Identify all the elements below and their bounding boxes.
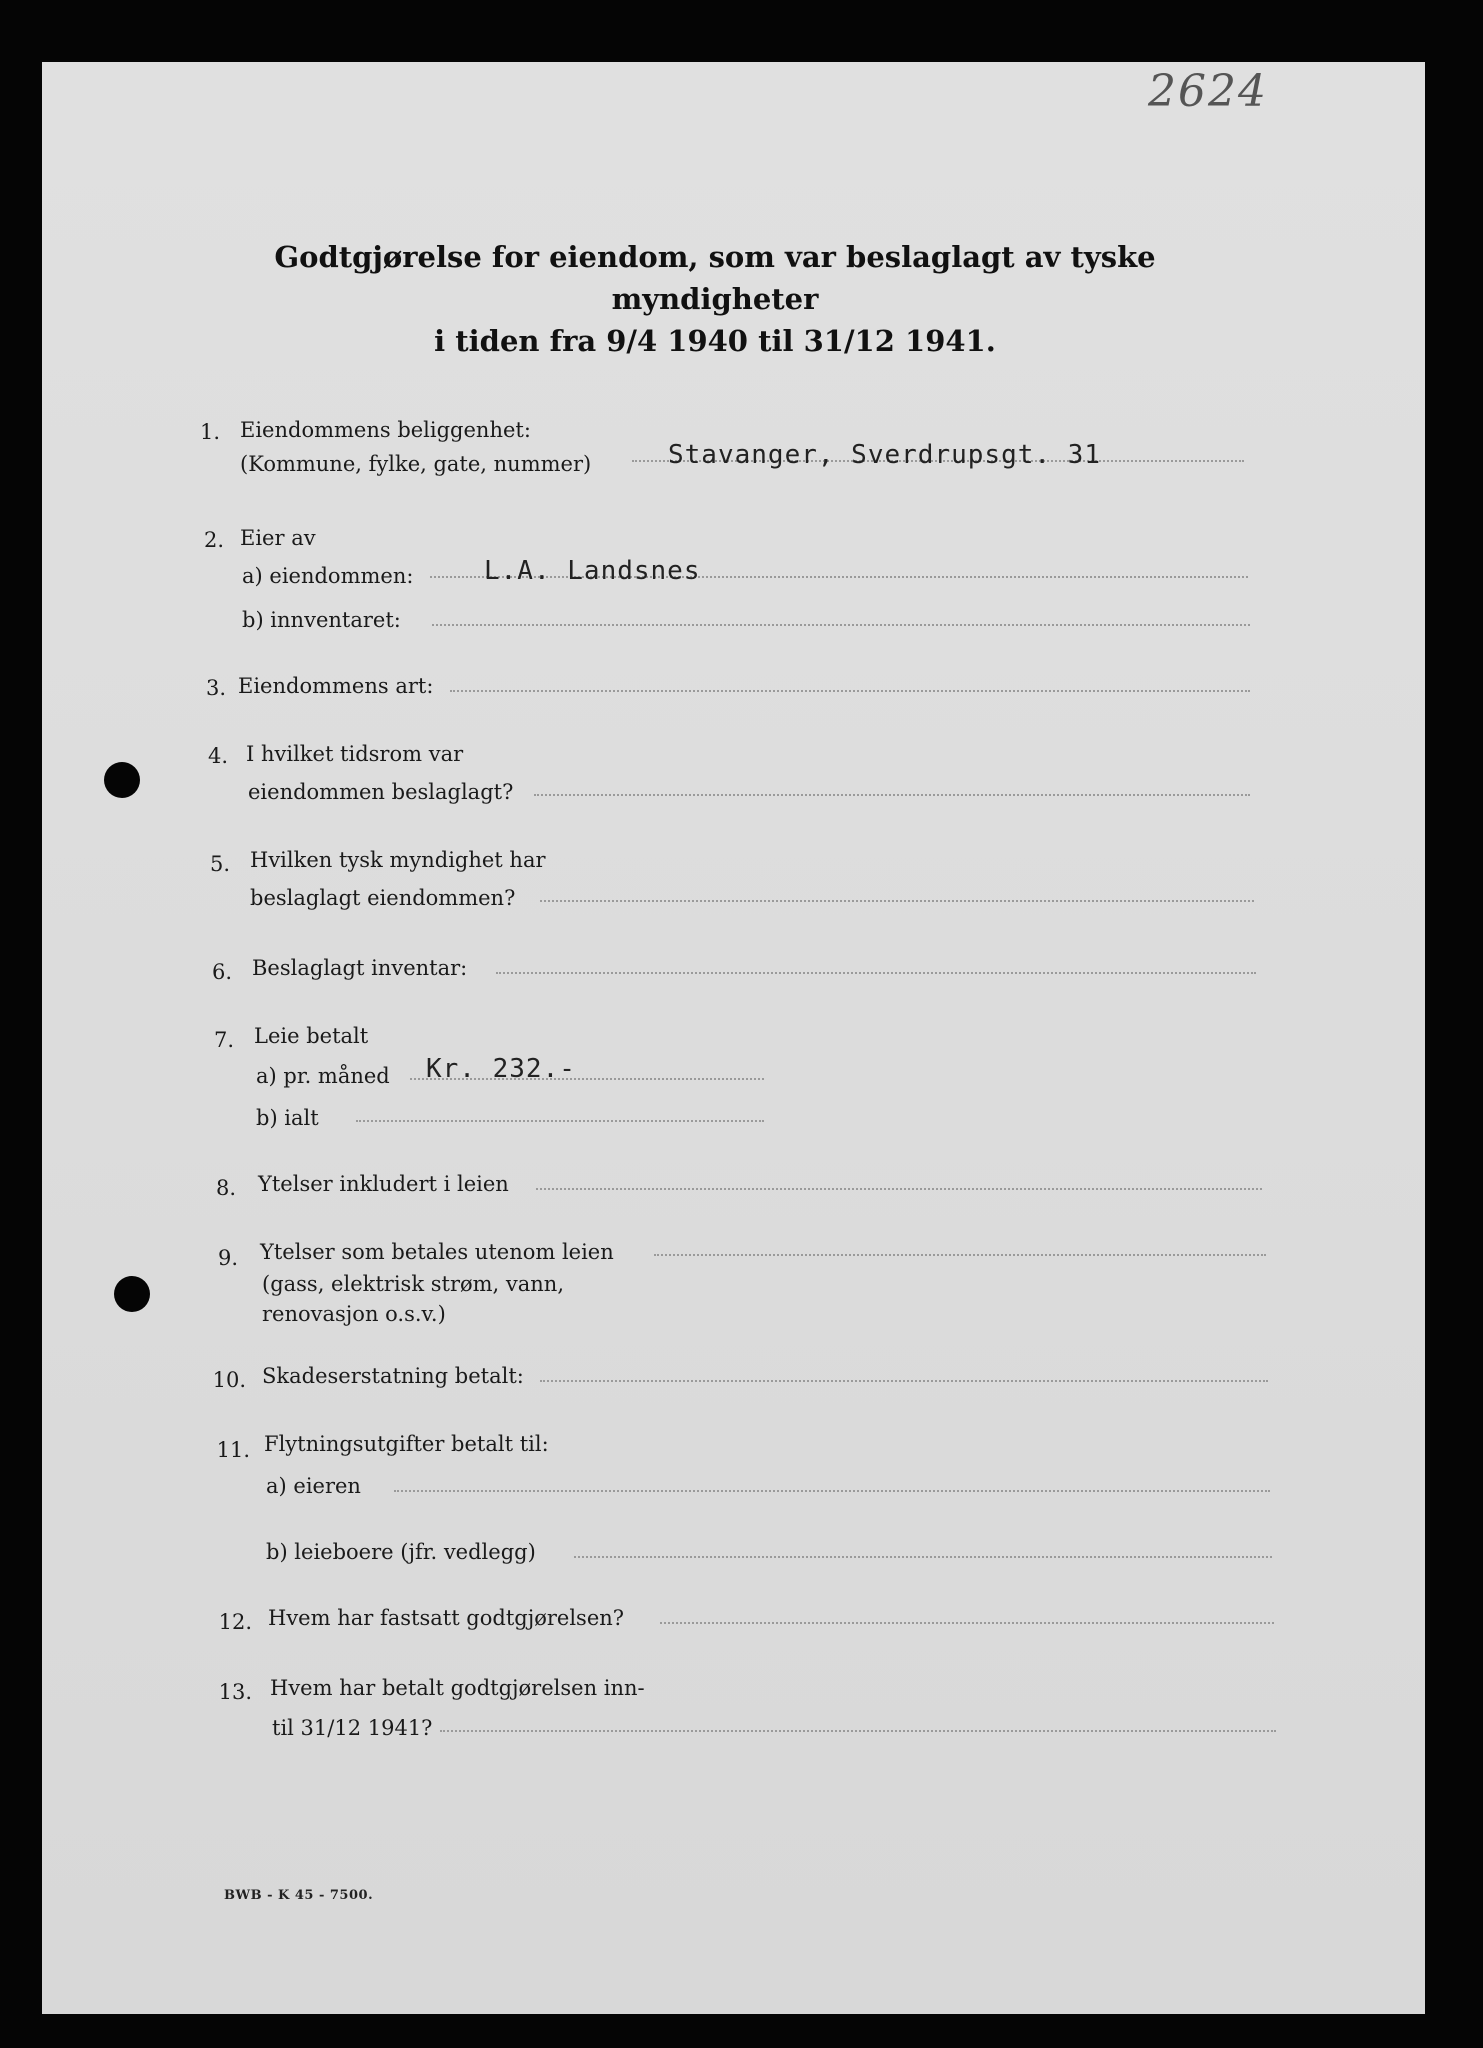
q10-answer-line [540,1380,1268,1382]
q7a-answer: Kr. 232.- [426,1054,576,1084]
title-line-1: Godtgjørelse for eiendom, som var beslaglagt av tyske myndigheter [274,240,1156,317]
item-number: 10. [212,1368,246,1392]
item-number: 3. [205,676,226,700]
q7b-label: b) ialt [256,1106,319,1130]
q5-sublabel: beslaglagt eiendommen? [250,886,516,910]
item-number: 9. [217,1246,238,1270]
q11-label: Flytningsutgifter betalt til: [264,1432,549,1456]
q11a-label: a) eieren [266,1474,361,1498]
q6-answer-line [496,972,1256,974]
item-number: 6. [211,960,232,984]
q13-sublabel: til 31/12 1941? [272,1716,433,1740]
q7-label: Leie betalt [254,1024,369,1048]
q7a-label: a) pr. måned [256,1064,390,1088]
q1-answer: Stavanger, Sverdrupsgt. 31 [668,440,1101,470]
item-number: 8. [215,1176,236,1200]
item-number: 5. [209,852,230,876]
q1-sublabel: (Kommune, fylke, gate, nummer) [240,452,592,476]
q4-sublabel: eiendommen beslaglagt? [248,780,514,804]
q13-label: Hvem har betalt godtgjørelsen inn- [270,1676,645,1700]
item-number: 4. [207,744,228,768]
q5-answer-line [540,900,1254,902]
q12-label: Hvem har fastsatt godtgjørelsen? [268,1606,625,1630]
q13-answer-line [440,1730,1276,1732]
title-line-2: i tiden fra 9/4 1940 til 31/12 1941. [434,324,996,359]
q2-label: Eier av [240,526,316,550]
q8-answer-line [536,1188,1262,1190]
item-number: 12. [218,1610,252,1634]
q2b-answer-line [432,624,1250,626]
handwritten-page-number: 2624 [1148,66,1268,117]
item-number: 1. [199,420,220,444]
q6-label: Beslaglagt inventar: [252,956,468,980]
q5-label: Hvilken tysk myndighet har [250,848,546,872]
q9-answer-line [654,1254,1266,1256]
punch-hole [104,762,140,798]
q11b-answer-line [574,1556,1272,1558]
q11a-answer-line [394,1490,1270,1492]
q2a-label: a) eiendommen: [242,564,414,588]
q3-label: Eiendommens art: [238,674,434,698]
q7b-answer-line [356,1120,764,1122]
q3-answer-line [450,690,1250,692]
q9-sublabel-1: (gass, elektrisk strøm, vann, [262,1272,564,1296]
q11b-label: b) leieboere (jfr. vedlegg) [266,1540,536,1564]
q8-label: Ytelser inkludert i leien [258,1172,509,1196]
item-number: 11. [216,1438,250,1462]
item-number: 7. [213,1028,234,1052]
q10-label: Skadeserstatning betalt: [262,1364,524,1388]
q2b-label: b) innventaret: [242,608,401,632]
punch-hole [114,1276,150,1312]
q9-label: Ytelser som betales utenom leien [260,1240,614,1264]
q4-answer-line [534,794,1250,796]
q1-label: Eiendommens beliggenhet: [240,418,531,442]
q4-label: I hvilket tidsrom var [246,742,464,766]
q2a-answer: L.A. Landsnes [484,556,701,586]
item-number: 2. [203,528,224,552]
item-number: 13. [218,1680,252,1704]
form-title [200,236,1230,362]
q9-sublabel-2: renovasjon o.s.v.) [262,1302,446,1326]
form-code: BWB - K 45 - 7500. [224,1888,374,1903]
q12-answer-line [660,1622,1274,1624]
